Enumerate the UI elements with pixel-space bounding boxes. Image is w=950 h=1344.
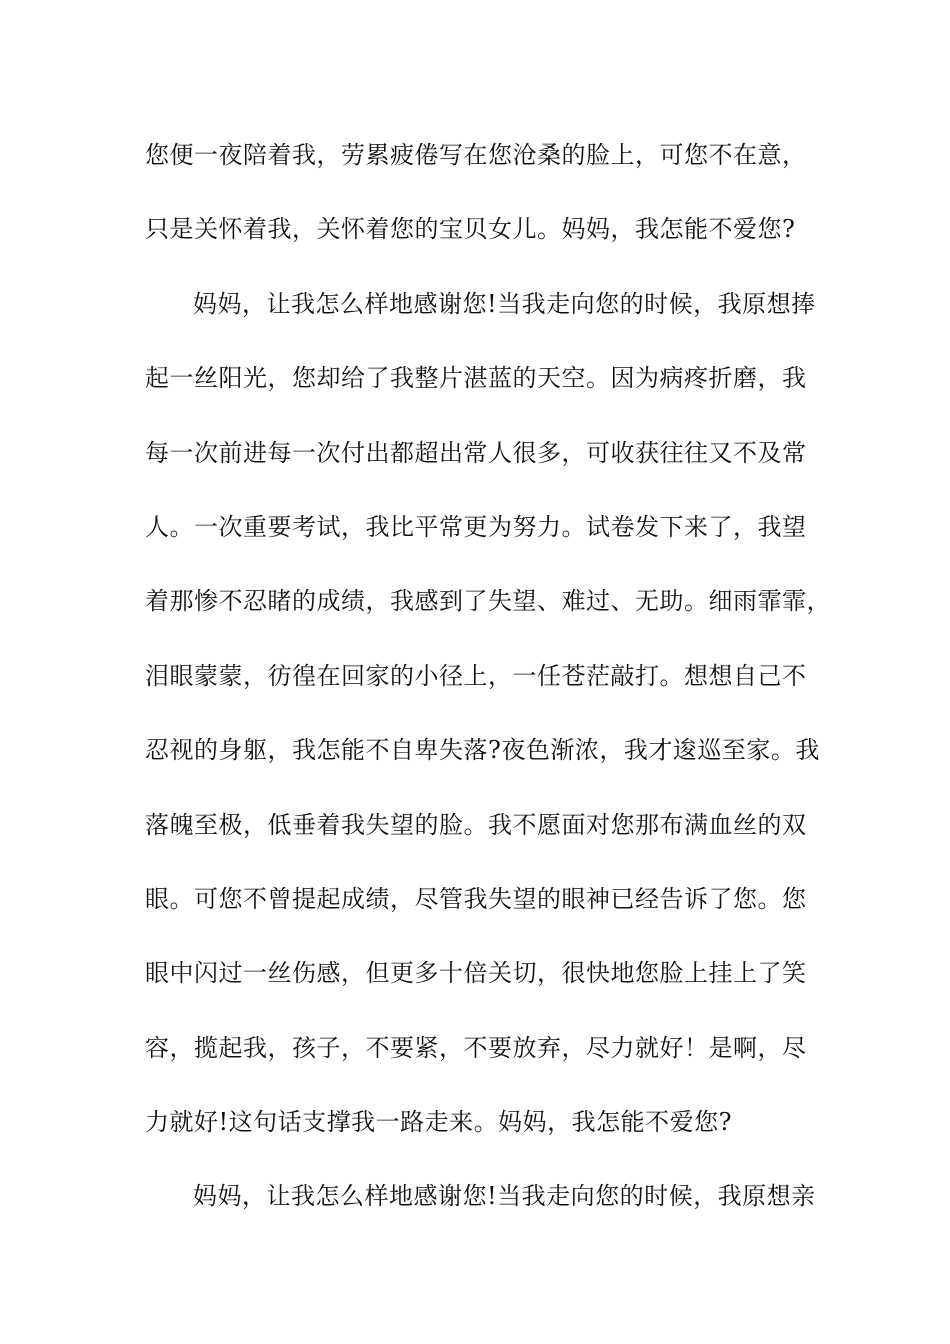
paragraph-start-line: 妈妈，让我怎么样地感谢您!当我走向您的时候，我原想亲 xyxy=(193,1182,816,1211)
text-line: 您便一夜陪着我，劳累疲倦写在您沧桑的脸上，可您不在意， xyxy=(145,141,807,169)
text-line: 容，揽起我，孩子，不要紧，不要放弃，尽力就好！是啊，尽 xyxy=(145,1033,807,1062)
text-line: 人。一次重要考试，我比平常更为努力。试卷发下来了，我望 xyxy=(145,512,807,541)
text-line: 眼中闪过一丝伤感，但更多十倍关切，很快地您脸上挂上了笑 xyxy=(145,959,807,988)
text-line: 落魄至极，低垂着我失望的脸。我不愿面对您那布满血丝的双 xyxy=(145,810,807,839)
text-line: 力就好!这句话支撑我一路走来。妈妈，我怎能不爱您? xyxy=(145,1108,733,1137)
text-line: 泪眼蒙蒙，彷徨在回家的小径上，一任苍茫敲打。想想自己不 xyxy=(145,661,807,690)
paragraph-start-line: 妈妈，让我怎么样地感谢您!当我走向您的时候，我原想捧 xyxy=(193,289,816,318)
text-line: 起一丝阳光，您却给了我整片湛蓝的天空。因为病疼折磨，我 xyxy=(145,364,807,393)
text-line: 忍视的身躯，我怎能不自卑失落?夜色渐浓，我才逡巡至家。我 xyxy=(145,736,820,765)
text-line: 每一次前进每一次付出都超出常人很多，可收获往往又不及常 xyxy=(145,438,807,467)
text-line: 着那惨不忍睹的成绩，我感到了失望、难过、无助。细雨霏霏， xyxy=(145,587,831,616)
text-line: 眼。可您不曾提起成绩，尽管我失望的眼神已经告诉了您。您 xyxy=(145,884,807,913)
body-text xyxy=(145,125,831,1241)
text-line: 只是关怀着我，关怀着您的宝贝女儿。妈妈，我怎能不爱您? xyxy=(145,215,796,244)
